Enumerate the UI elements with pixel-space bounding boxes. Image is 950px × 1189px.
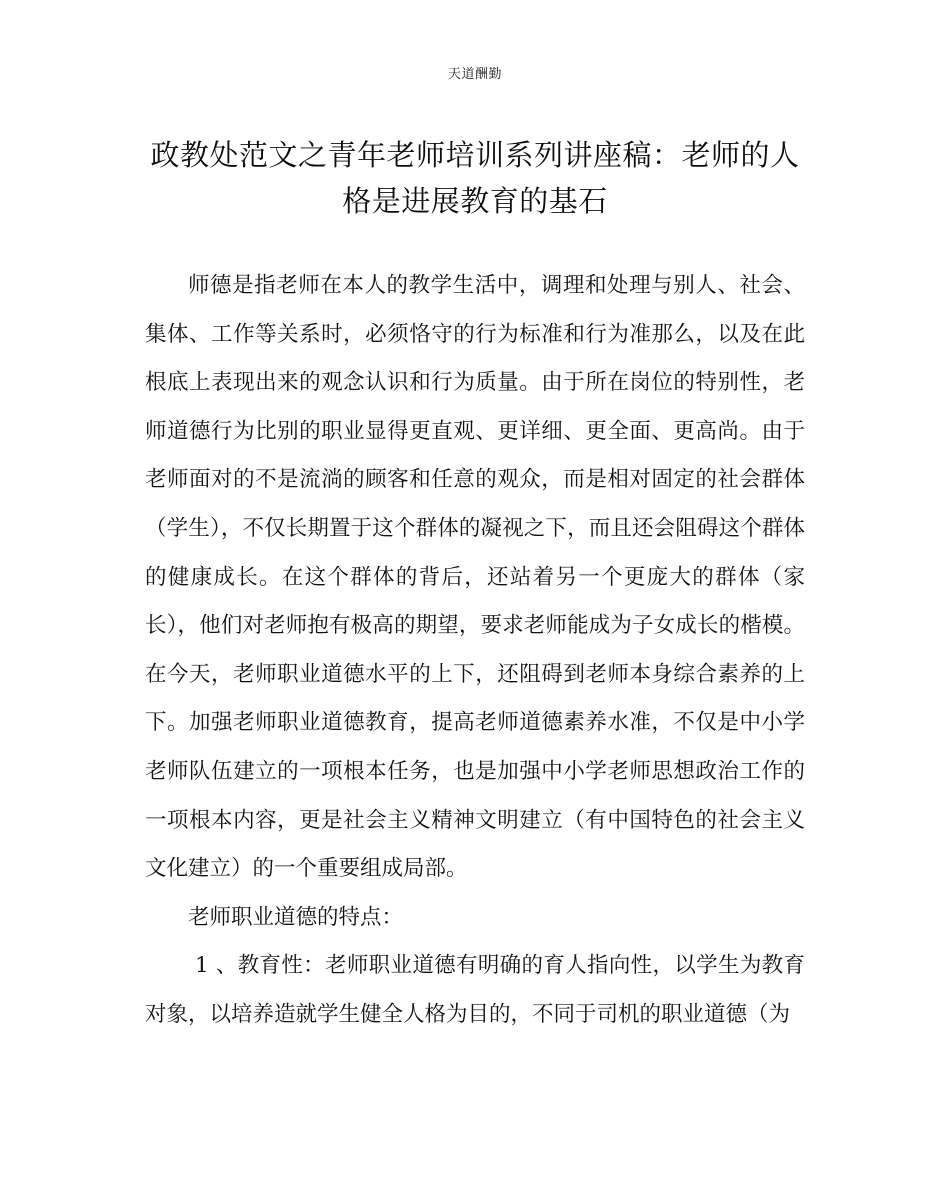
document-body <box>145 262 805 1040</box>
document-title: 政教处范文之青年老师培训系列讲座稿：老师的人格是进展教育的基石 <box>150 138 800 218</box>
page-header: 天道酬勤 <box>447 67 502 82</box>
list-item: 1 、教育性：老师职业道德有明确的育人指向性，以学生为教育对象，以培养造就学生健全人格为目的，不同于司机的职业道德（为 <box>145 953 805 1027</box>
section-heading: 老师职业道德的特点： <box>188 904 404 930</box>
body-paragraph: 师德是指老师在本人的教学生活中，调理和处理与别人、社会、集体、工作等关系时，必须恪守的行为标准和行为准那么，以及在此根底上表现出来的观念认识和行为质量。由于所在岗位的特别性，老师道德行为比别的职业显得更直观、更详细、更全面、更高尚。由于老师面对的不是流淌的顾客和任意的观众，而是相对固定的社会群体（学生），不仅长期置于这个群体的凝视之下，而且还会阻碍这个群体的健康成长。在这个群体的背后，还站着另一个更庞大的群体（家长），他们对老师抱有极高的期望，要求老师能成为子女成长的楷模。在今天，老师职业道德水平的上下，还阻碍到老师本身综合素养的上下。加强老师职业道德教育，提高老师道德素养水准，不仅是中小学老师队伍建立的一项根本任务，也是加强中小学老师思想政治工作的一项根本内容，更是社会主义精神文明建立（有中国特色的社会主义文化建立）的一个重要组成局部。 <box>145 273 805 882</box>
